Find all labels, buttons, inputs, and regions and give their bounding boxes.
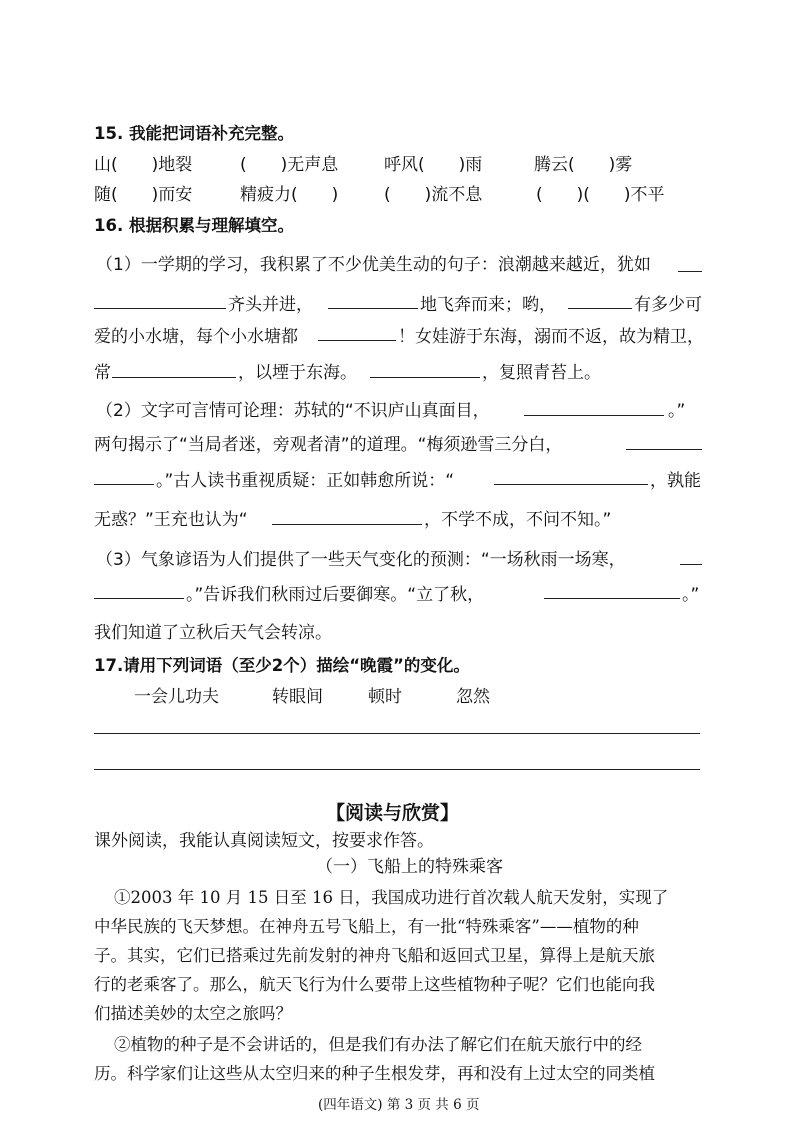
blank[interactable]	[370, 377, 480, 378]
q15-title: 15. 我能把词语补充完整。	[94, 124, 294, 143]
q16-p1-line4a: 常	[94, 363, 111, 383]
blank[interactable]	[272, 524, 422, 525]
blank[interactable]	[328, 308, 418, 309]
q15-item-6: 精疲力( )	[240, 185, 339, 205]
blank[interactable]	[680, 564, 702, 565]
q16-p3-line3: 我们知道了立秋后天气会转凉。	[94, 623, 332, 643]
q16-title: 16. 根据积累与理解填空。	[94, 216, 294, 235]
blank[interactable]	[544, 598, 680, 599]
q16-p1-line2a: 齐头并进，	[228, 295, 313, 315]
q16-p1-line2b: 地飞奔而来；哟，	[420, 295, 556, 315]
q16-p1-line2c: 有多少可	[634, 295, 702, 315]
blank[interactable]	[112, 377, 236, 378]
q16-p3-line2b: 。”	[682, 585, 700, 605]
q16-p3-line1: （3）气象谚语为人们提供了一些天气变化的预测：“一场秋雨一场寒，	[96, 550, 626, 570]
passage-line: 历。科学家们让这些从太空归来的种子生根发芽，再和没有上过太空的同类植	[94, 1064, 655, 1083]
q16-p2-line3b: ，孰能	[650, 471, 701, 491]
answer-line[interactable]	[94, 733, 700, 734]
q17-title: 17.请用下列词语（至少2个）描绘“晚霞”的变化。	[94, 656, 470, 675]
q16-p1-line3b: ！女娃游于东海，溺而不返，故为精卫，	[398, 327, 704, 347]
q16-p2-line4a: 无惑？”王充也认为“	[94, 510, 248, 530]
blank[interactable]	[678, 271, 702, 272]
q16-p2-line2: 两句揭示了“当局者迷，旁观者清”的道理。“梅须逊雪三分白，	[94, 435, 563, 455]
q15-item-2: ( )无声息	[240, 155, 339, 175]
q16-p1-line4c: ，复照青苔上。	[482, 363, 601, 383]
q15-item-3: 呼风( )雨	[384, 155, 483, 175]
passage-line: 中华民族的飞天梦想。在神舟五号飞船上，有一批“特殊乘客”——植物的种	[94, 917, 639, 936]
q16-p1-line1: （1）一学期的学习，我积累了不少优美生动的句子：浪潮越来越近，犹如	[96, 255, 651, 275]
blank[interactable]	[94, 308, 226, 309]
blank[interactable]	[524, 415, 664, 416]
q16-p2-line1b: 。”	[668, 401, 686, 421]
passage-line: 们描述美妙的太空之旅吗？	[94, 1004, 292, 1023]
q15-item-4: 腾云( )雾	[534, 155, 633, 175]
q16-p2-line1a: （2）文字可言情可论理：苏轼的“不识庐山真面目，	[96, 401, 490, 421]
passage-line: ①2003 年 10 月 15 日至 16 日，我国成功进行首次载人航天发射，实现了	[114, 888, 669, 907]
blank[interactable]	[94, 484, 154, 485]
q17-word-4: 忽然	[456, 687, 490, 707]
page-footer: (四年语文) 第 3 页 共 6 页	[318, 1097, 480, 1113]
section-title: 【阅读与欣赏】	[326, 802, 460, 824]
blank[interactable]	[626, 449, 702, 450]
blank[interactable]	[494, 484, 648, 485]
blank[interactable]	[94, 598, 184, 599]
passage-title: （一）飞船上的特殊乘客	[316, 857, 503, 877]
q15-item-1: 山( )地裂	[94, 155, 193, 175]
passage-line: ②植物的种子是不会讲话的，但是我们有办法了解它们在航天旅行中的经	[114, 1035, 642, 1054]
q17-word-3: 顿时	[368, 687, 402, 707]
reading-instruction: 课外阅读，我能认真阅读短文，按要求作答。	[94, 831, 434, 851]
q16-p3-line2a: 。”告诉我们秋雨过后要御寒。“立了秋，	[186, 585, 485, 605]
answer-line[interactable]	[94, 769, 700, 770]
q16-p1-line4b: ，以堙于东海。	[238, 363, 357, 383]
q17-word-2: 转眼间	[272, 687, 323, 707]
q16-p2-line3a: 。”古人读书重视质疑：正如韩愈所说：“	[156, 471, 455, 491]
q15-item-5: 随( )而安	[94, 185, 193, 205]
passage-line: 行的老乘客了。那么，航天飞行为什么要带上这些植物种子呢？它们也能向我	[94, 975, 655, 994]
q16-p1-line3a: 爱的小水塘，每个小水塘都	[94, 327, 298, 347]
q15-item-8: ( )( )不平	[536, 185, 665, 205]
passage-line: 子。其实，它们已搭乘过先前发射的神舟飞船和返回式卫星，算得上是航天旅	[94, 946, 655, 965]
q16-p2-line4b: ，不学不成，不问不知。”	[424, 510, 612, 530]
blank[interactable]	[568, 308, 632, 309]
q17-word-1: 一会儿功夫	[134, 687, 219, 707]
q15-item-7: ( )流不息	[384, 185, 483, 205]
blank[interactable]	[318, 340, 396, 341]
